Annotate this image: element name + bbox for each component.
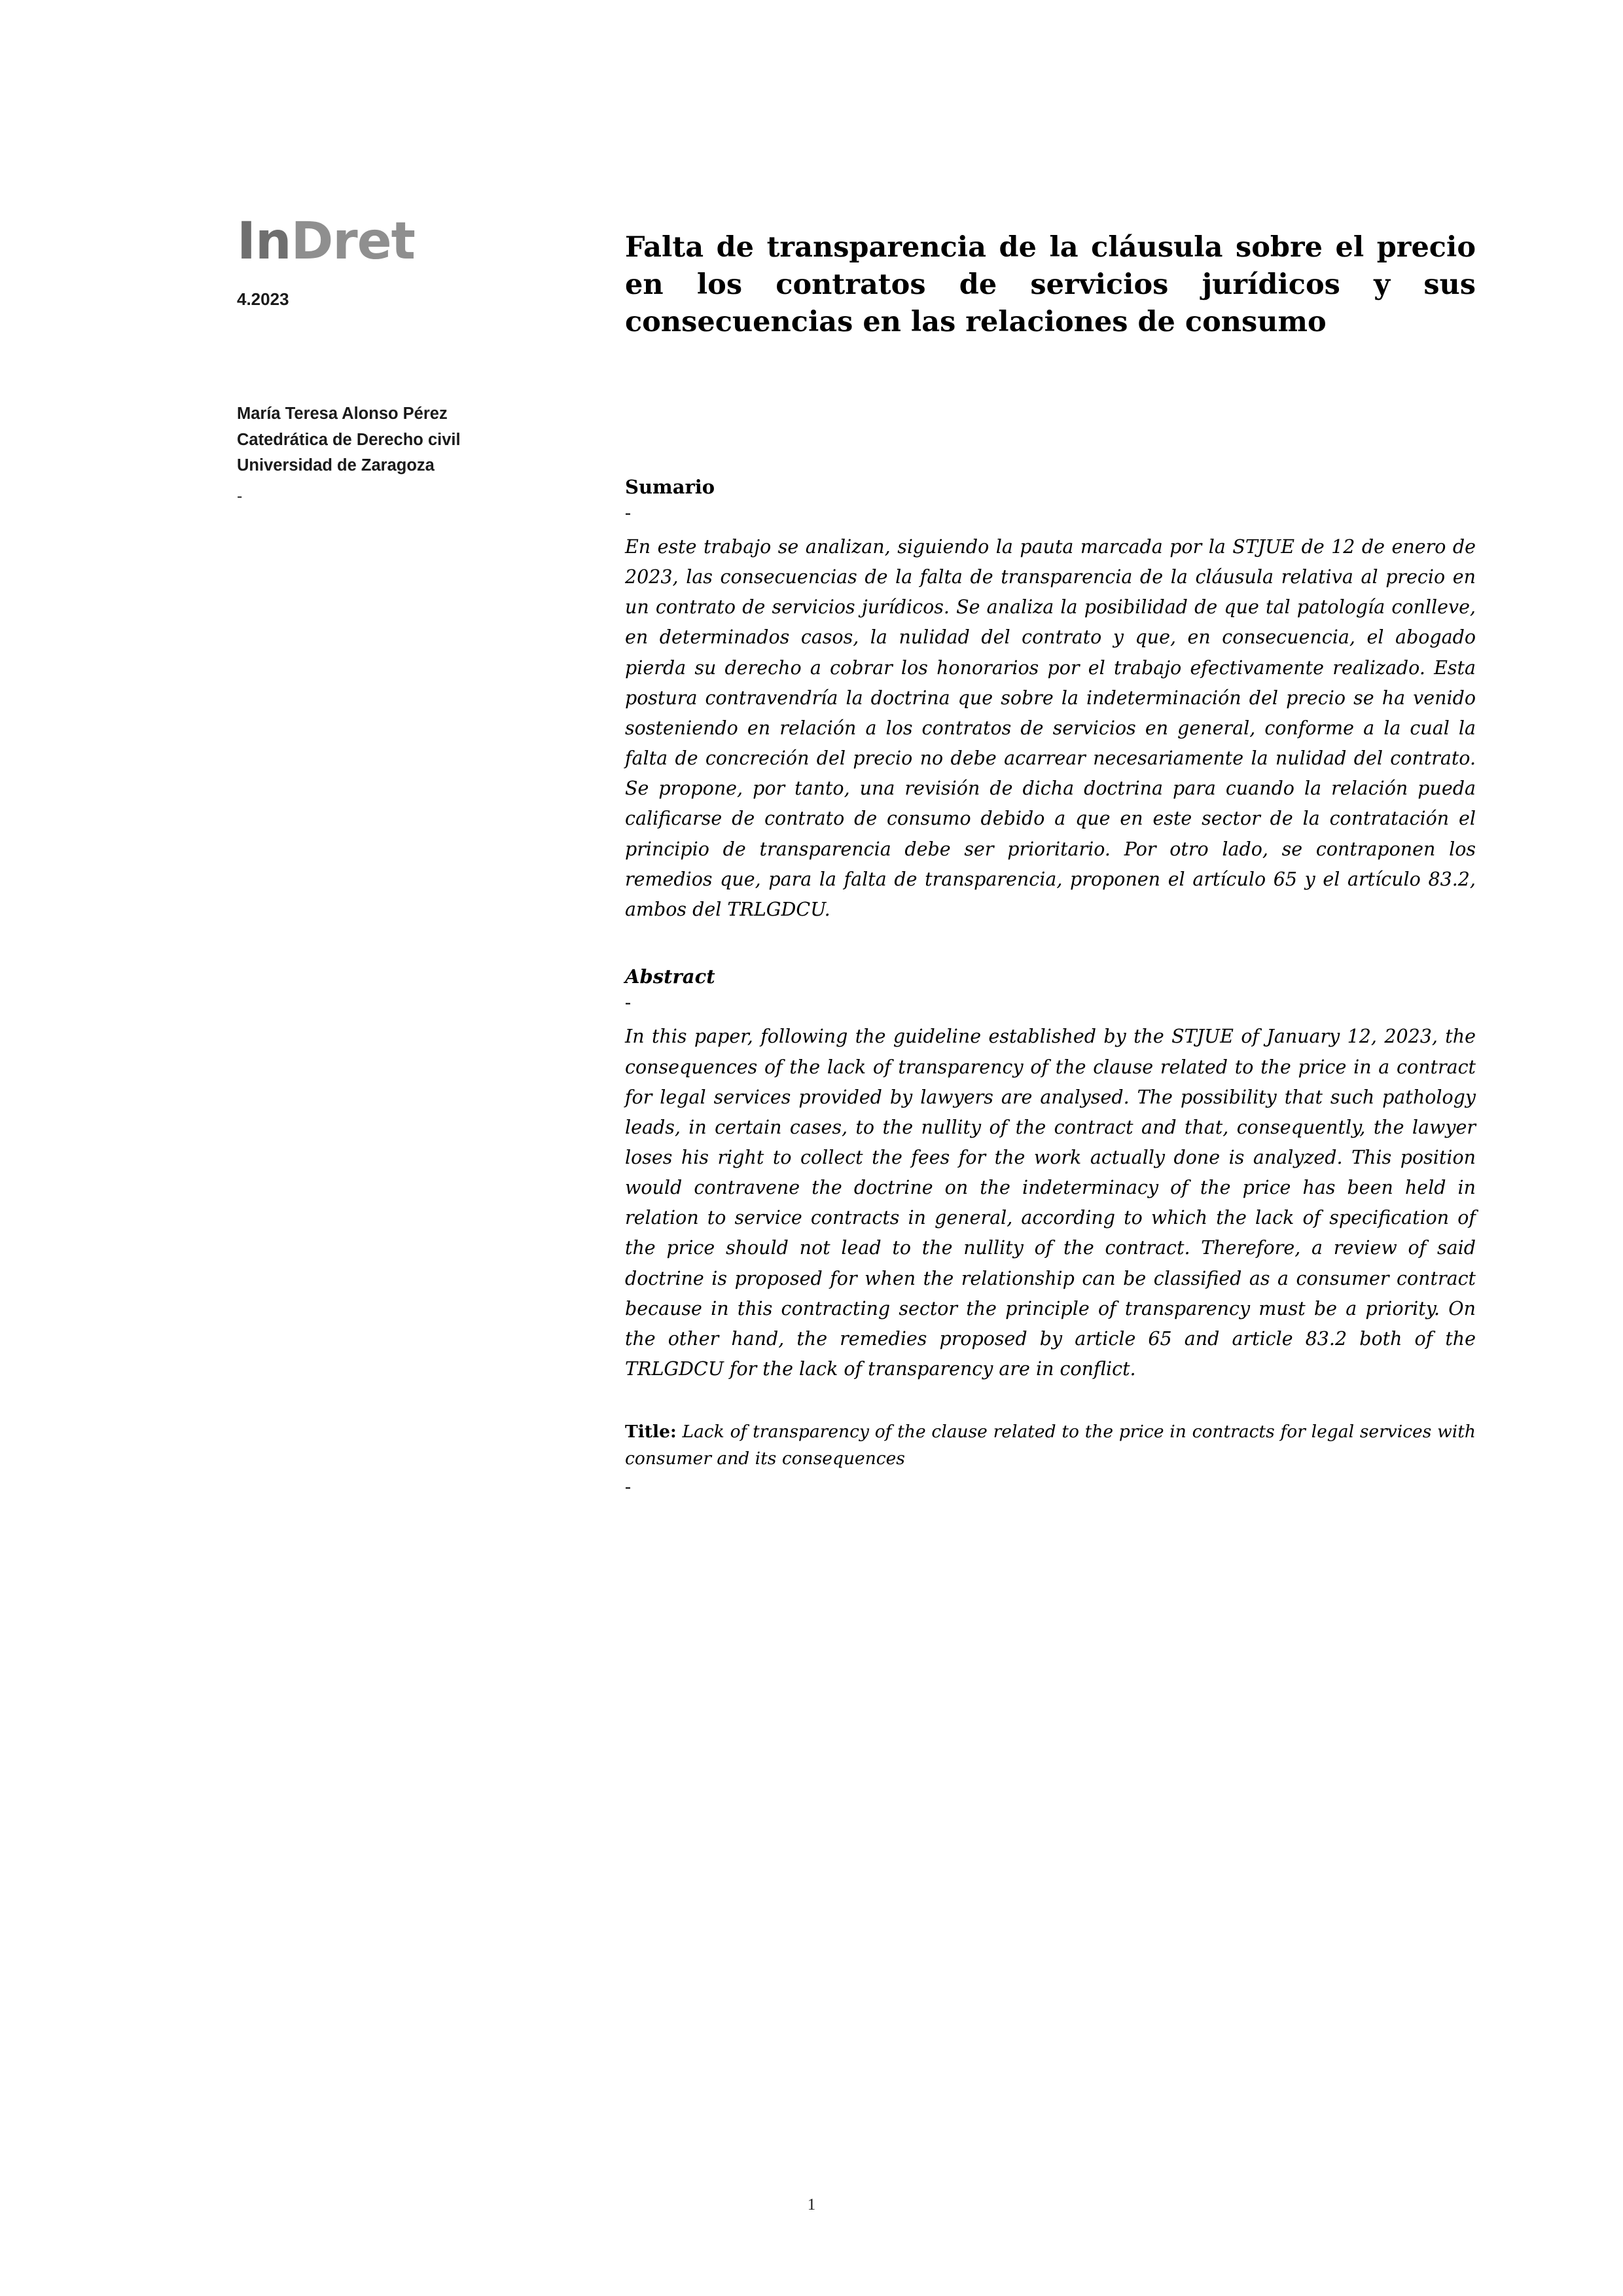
english-title-line [625, 1418, 1476, 1472]
journal-logo-dret: Dret [291, 212, 415, 271]
journal-logo-in: In [237, 212, 291, 271]
english-title-label: Title: [625, 1422, 677, 1443]
issue-number: 4.2023 [237, 289, 289, 309]
english-title-value: Lack of transparency of the clause related to the price in contracts for legal services with consumer and its consequences [625, 1422, 1476, 1469]
author-position: Catedrática de Derecho civil [237, 430, 461, 449]
sumario-separator-dash: - [625, 502, 631, 522]
journal-logo [237, 212, 577, 271]
author-affiliation: Universidad de Zaragoza [237, 456, 435, 475]
english-title-separator-dash: - [625, 1477, 631, 1497]
masthead-column [237, 212, 577, 505]
sumario-body: En este trabajo se analizan, siguiendo la pauta marcada por la STJUE de 12 de enero de 2023, las consecuencias de la falta de transparencia de la cláusula relativa al precio en un contrato de servicios jurídicos. Se analiza la posibilidad de que tal patología conlleve, en determinados casos, la nulidad del contrato y que, en consecuencia, el abogado pierda su derecho a cobrar los honorarios por el trabajo efectivamente realizado. Esta postura contravendría la doctrina que sobre la indeterminación del precio se ha venido sosteniendo en relación a los contratos de servicios en general, conforme a la cual la falta de concreción del precio no debe acarrear necesariamente la nulidad del contrato. Se propone, por tanto, una revisión de dicha doctrina para cuando la relación pueda calificarse de contrato de consumo debido a que en este sector de la contratación el principio de transparencia debe ser prioritario. Por otro lado, se contraponen los remedios que, para la falta de transparencia, proponen el artículo 65 y el artículo 83.2, ambos del TRLGDCU. [625, 535, 1476, 920]
abstract-section [625, 965, 1476, 1384]
page-title: Falta de transparencia de la cláusula sobre el precio en los contratos de servicios jurídicos y sus consecuencias en las relaciones de consumo [625, 231, 1476, 339]
sumario-section [625, 476, 1476, 925]
author-separator-dash: - [237, 486, 243, 505]
sumario-heading: Sumario [625, 475, 715, 498]
abstract-heading: Abstract [625, 965, 715, 988]
abstract-separator-dash: - [625, 992, 631, 1012]
author-name: María Teresa Alonso Pérez [237, 404, 448, 423]
article-column [625, 229, 1476, 1498]
footer-page-number: 1 [807, 2196, 816, 2214]
abstract-body: In this paper, following the guideline established by the STJUE of January 12, 2023, the consequences of the lack of transparency of the clause related to the price in a contract for legal services provided by lawyers are analysed. The possibility that such pathology leads, in certain cases, to the nullity of the contract and that, consequently, the lawyer loses his right to collect the fees for the work actually done is analyzed. This position would contravene the doctrine on the indeterminacy of the price has been held in relation to service contracts in general, according to which the lack of specification of the price should not lead to the nullity of the contract. Therefore, a review of said doctrine is proposed for when the relationship can be classified as a consumer contract because in this contracting sector the principle of transparency must be a priority. On the other hand, the remedies proposed by article 65 and article 83.2 both of the TRLGDCU for the lack of transparency are in conflict. [625, 1026, 1476, 1380]
author-block [237, 401, 577, 479]
